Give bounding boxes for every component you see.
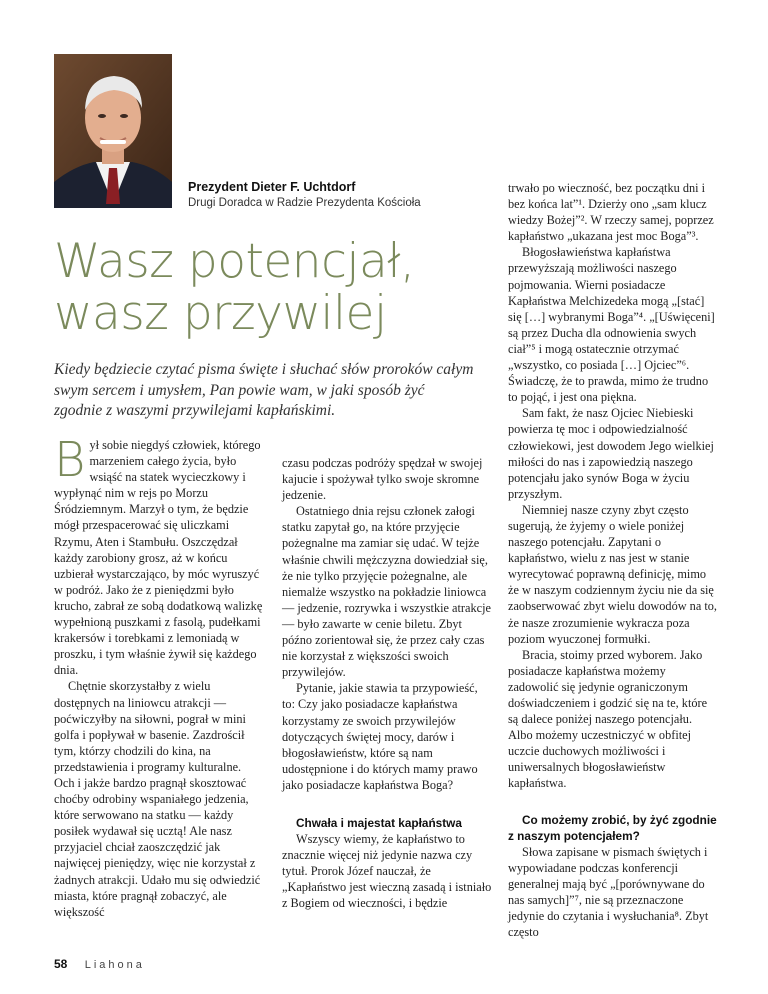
column-right bbox=[508, 180, 718, 940]
paragraph-text: ył sobie niegdyś człowiek, którego marzeniem całego życia, było wsiąść na statek wycieczkowy i wypłynąć nim w rejs po Morzu Śródziemnym. Marzył o tym, że będzie mógł przespacerować się uliczkami Rzymu, Aten i Stambułu. Oszczędzał każdy zarobiony grosz, aż w końcu uzbierał wystarczająco, by móc wyruszyć w podróż. Jako że z pieniędzmi było krucho, zabrał ze sobą dodatkową walizkę wypełnioną puszkami z fasolą, pudełkami krakersów i torebkami z lemoniadą w proszku, i tym właśnie żywił się każdego dnia. bbox=[54, 438, 263, 678]
author-photo bbox=[54, 54, 172, 208]
title-line-2: wasz przywilej bbox=[54, 286, 387, 341]
paragraph: Niemniej nasze czyny zbyt często sugerują, że żyjemy o wiele poniżej naszego potencjału. Zapytani o kapłaństwo, wielu z nas jest w stanie wyrecytować poprawną definicję, mimo że w naszym codziennym życiu nie da się zaobserwować zbyt wielu dowodów na to, że nasze zrozumienie wykracza poza poziom wyuczonej formułki. bbox=[508, 502, 717, 646]
paragraph: Bracia, stoimy przed wyborem. Jako posiadacze kapłaństwa możemy zadowolić się jedynie ograniczonym doświadczeniem i godzić się na te, które są dalece poniżej naszego potencjału. Albo możemy uczestniczyć w obfitej uczcie duchowych możliwości i uniwersalnych błogosławieństw kapłaństwa. bbox=[508, 647, 708, 791]
author-portrait bbox=[54, 54, 172, 208]
article-title bbox=[54, 236, 415, 340]
paragraph: Pytanie, jakie stawia ta przypowieść, to: Czy jako posiadacze kapłaństwa korzystamy ze swoich przywilejów dotyczących świętej mocy, darów i błogosławieństw, które są nam udostępnione i do których mamy prawo jako posiadacze kapłaństwa Boga? bbox=[282, 681, 478, 792]
paragraph: Sam fakt, że nasz Ojciec Niebieski powierza tę moc i odpowiedzialność człowiekowi, jest dowodem Jego wielkiej miłości do nas i zapowiedzią naszego potencjału jako synów Boga w życiu przyszłym. bbox=[508, 406, 714, 501]
page-number: 58 bbox=[54, 957, 68, 971]
section-heading: Chwała i majestat kapłaństwa bbox=[296, 815, 462, 830]
paragraph: Ostatniego dnia rejsu członek załogi statku zapytał go, na które przyjęcie pożegnalne ma zamiar się udać. W tejże właśnie chwili mężczyzna dowiedział się, że nie tylko przyjęcie pożegnalne, ale niemalże wszystko na pokładzie liniowca — jedzenie, rozrywka i wszystkie atrakcje — było zawarte w cenie biletu. Zbyt późno zorientował się, że przez cały czas nie korzystał z większości swoich przywilejów. bbox=[282, 504, 491, 680]
article-intro: Kiedy będziecie czytać pisma święte i słuchać słów proroków całym swym sercem i umysłem, Pan powie wam, w jaki sposób żyć zgodnie z waszymi przywilejami kapłańskimi. bbox=[54, 361, 474, 419]
paragraph: trwało po wieczność, bez początku dni i bez końca lat”¹. Dzierży ono „sam klucz wiedzy Bożej”². W rzeczy samej, poprzez kapłaństwo „ukazana jest moc Boga”³. bbox=[508, 181, 714, 244]
page-footer bbox=[54, 957, 145, 971]
title-line-1: Wasz potencjał, bbox=[54, 234, 415, 289]
column-left bbox=[54, 432, 264, 920]
byline bbox=[188, 180, 421, 209]
column-middle bbox=[282, 455, 492, 911]
author-name: Prezydent Dieter F. Uchtdorf bbox=[188, 180, 356, 194]
drop-cap: B bbox=[54, 432, 86, 488]
paragraph: Chętnie skorzystałby z wielu dostępnych na liniowcu atrakcji — poćwiczyłby na siłowni, pograł w mini golfa i popływał w basenie. Zazdrościł tym, którzy chodzili do kina, na przedstawienia i programy kulturalne. Och i jakże bardzo pragnął skosztować choćby odrobiny wspaniałego jedzenia, które serwowano na statku — każdy posiłek wydawał się ucztą! Ale nasz przyjaciel chciał zaoszczędzić jak najwięcej pieniędzy, więc nie korzystał z żadnych atrakcji. Udało mu się odwiedzić miasta, które pragnął zobaczyć, ale większość bbox=[54, 679, 261, 919]
paragraph: czasu podczas podróży spędzał w swojej kajucie i spożywał tylko swoje skromne jedzenie. bbox=[282, 456, 483, 503]
paragraph: Błogosławieństwa kapłaństwa przewyższają możliwości naszego pojmowania. Wierni posiadacze Kapłaństwa Melchizedeka mogą „[stać] się […] wybranymi Boga”⁴. „[Uświęceni] są przez Ducha dla odnowienia swych ciał”⁵ i mogą ostatecznie otrzymać „wszystko, co posiada […] Ojciec”⁶. Świadczę, że to prawda, mimo że trudno to pojąć, i jest ona piękna. bbox=[508, 245, 715, 405]
paragraph bbox=[54, 432, 264, 678]
magazine-name: Liahona bbox=[84, 959, 145, 971]
author-role: Drugi Doradca w Radzie Prezydenta Kościoła bbox=[188, 197, 421, 209]
paragraph: Wszyscy wiemy, że kapłaństwo to znacznie więcej niż jedynie nazwa czy tytuł. Prorok Józef nauczał, że „Kapłaństwo jest wieczną zasadą i istniało z Bogiem od wieczności, i będzie bbox=[282, 831, 492, 911]
section-heading: Co możemy zrobić, by żyć zgodnie z naszym potencjałem? bbox=[508, 812, 717, 843]
paragraph: Słowa zapisane w pismach świętych i wypowiadane podczas konferencji generalnej mają być „[porównywane do nas samych]”⁷, nie są przeznaczone jedynie do czytania i wysłuchania⁸. Zbyt często bbox=[508, 844, 709, 940]
